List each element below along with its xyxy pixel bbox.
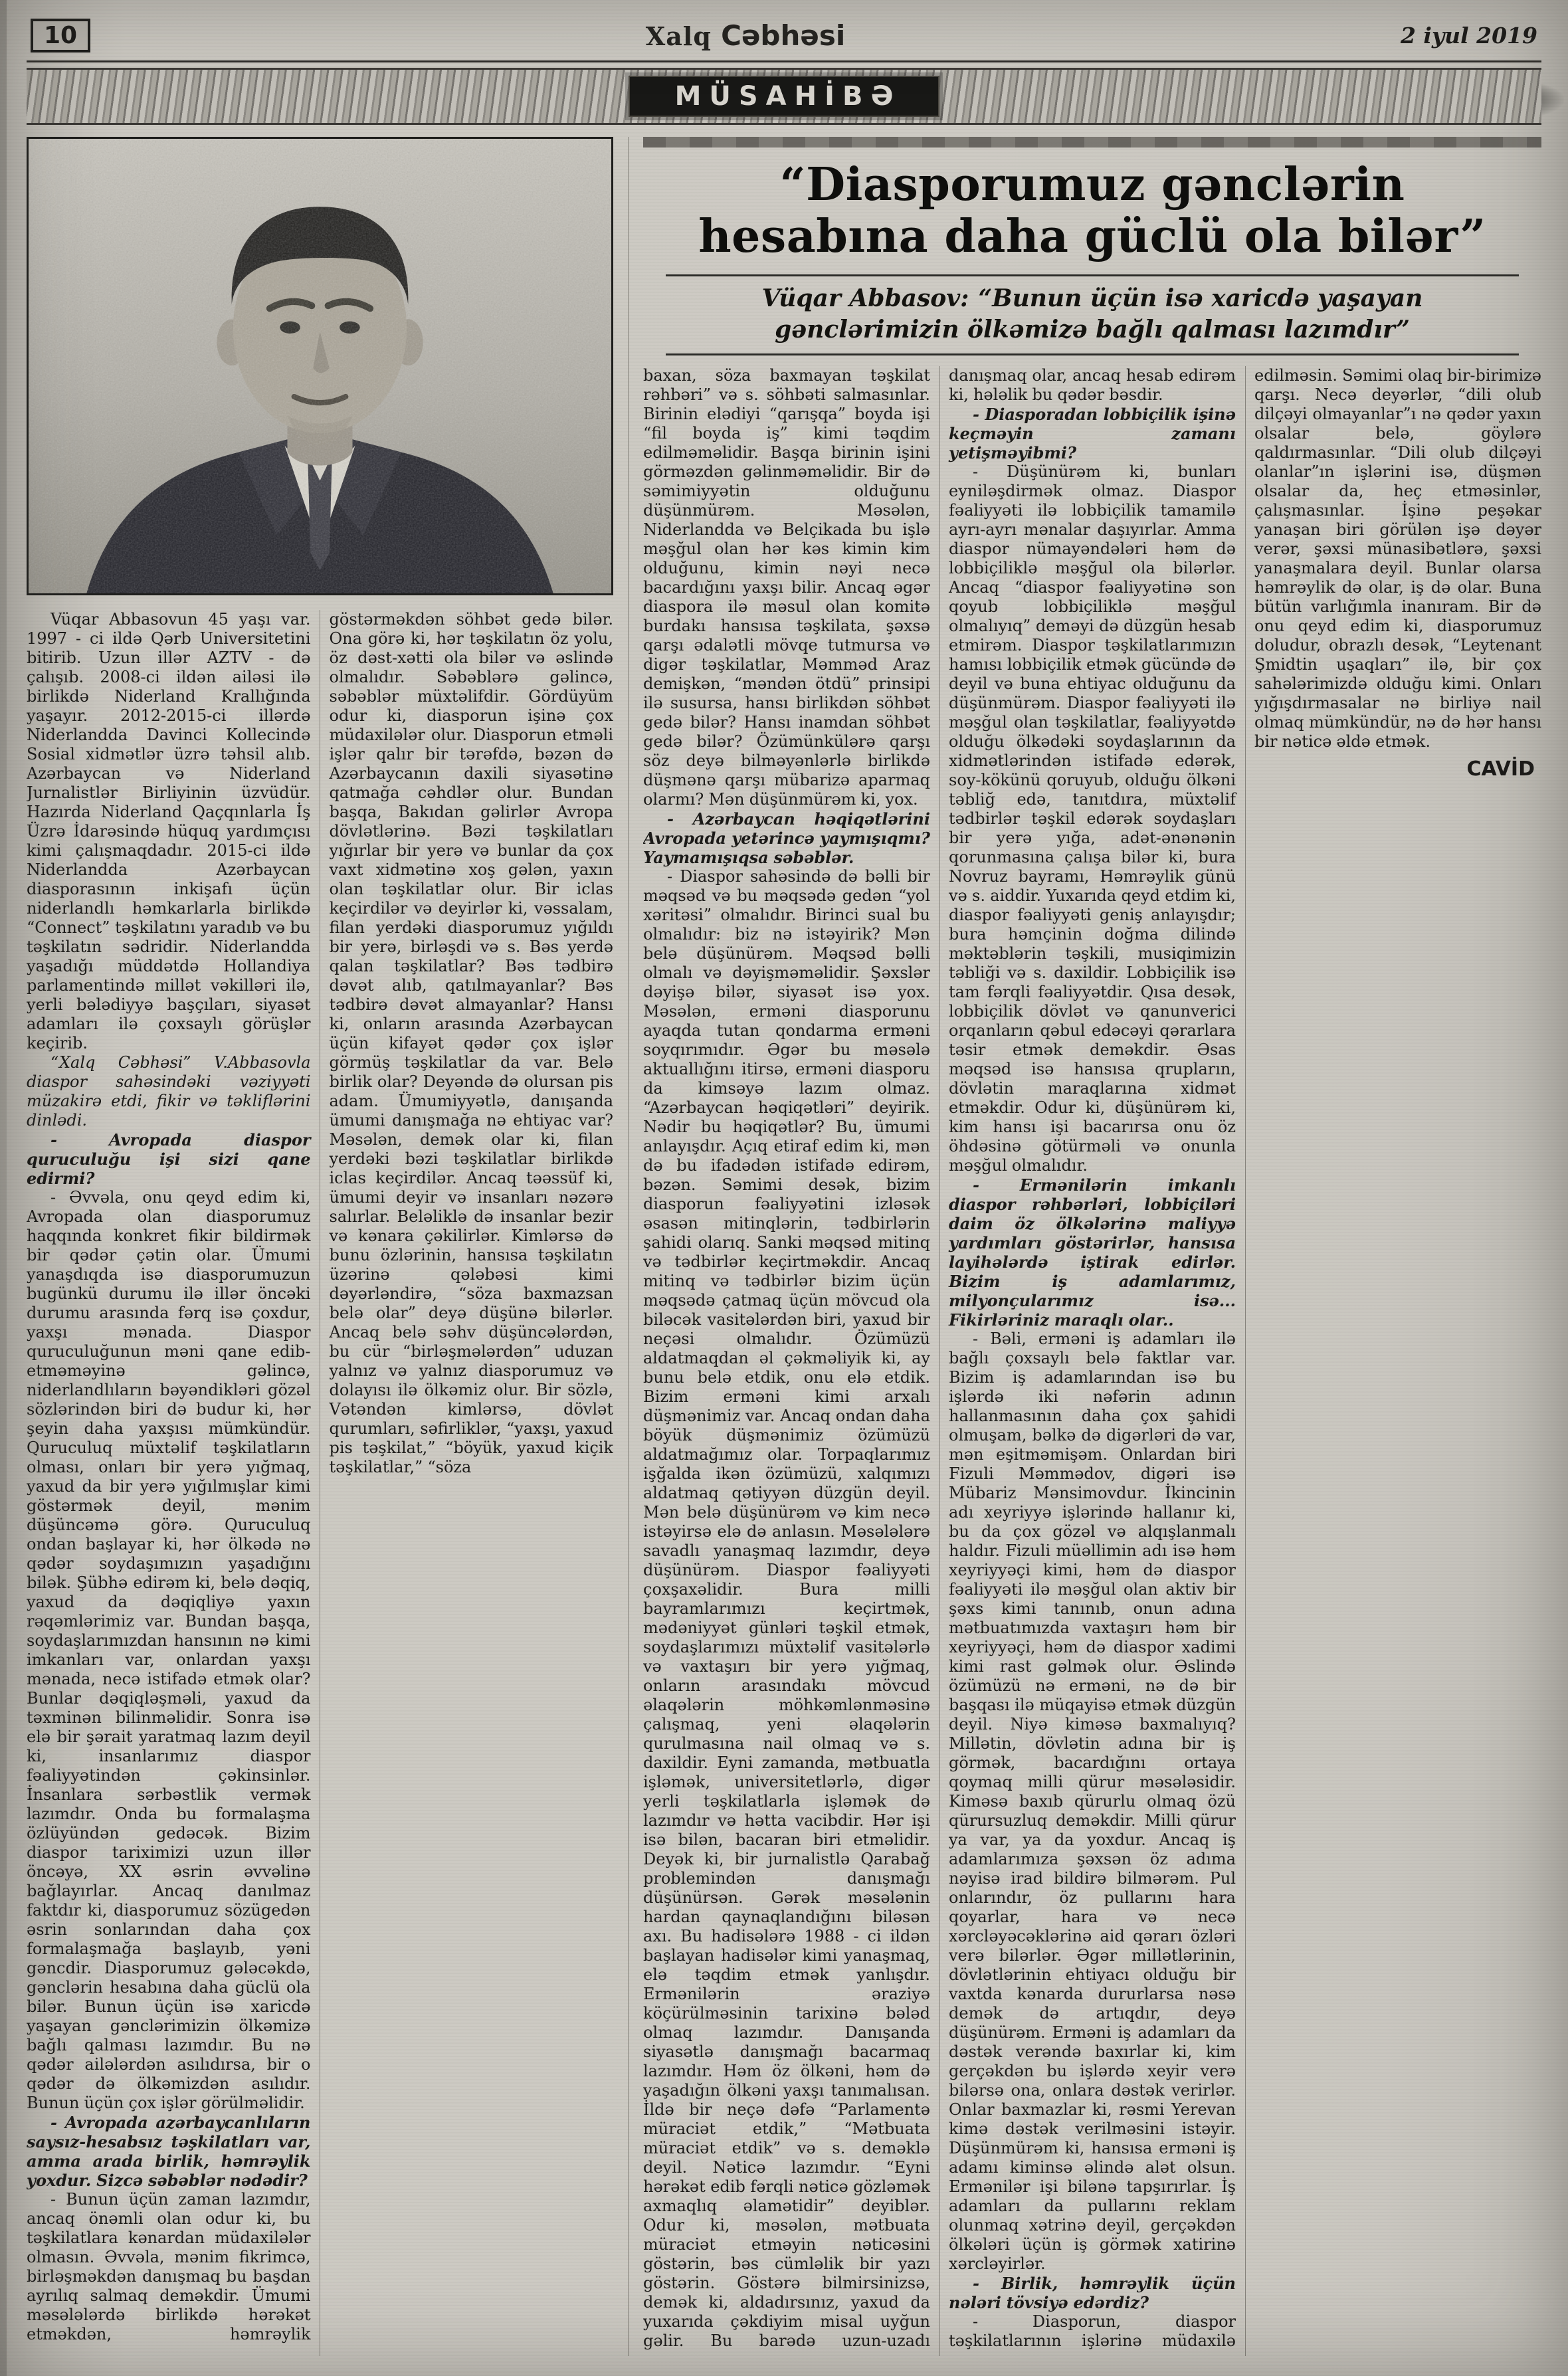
masthead-part2: Cəbhəsi	[721, 19, 846, 52]
headline-line1: “Diasporumuz gənclərin	[779, 158, 1405, 211]
article-right-zone	[629, 137, 1541, 2356]
headline-block	[643, 157, 1541, 355]
photo-grain-overlay	[29, 139, 611, 593]
article-paragraph-q: - Azərbaycan həqiqətlərini Avropada yetərincə yaymışıqmı? Yaymamışıqsa səbəblər.	[643, 809, 930, 867]
interviewee-name: Vüqar Abbasov:	[761, 284, 969, 313]
article-paragraph-a: - Düşünürəm ki, bunları eyniləşdirmək olmaz. Diaspor fəaliyyəti ilə lobbiçilik tamamilə ayrı-ayrı mənalar daşıyırlar. Amma diaspor nümayəndələri həm də lobbiçiliklə məşğul ola bilərlər. Ancaq “diaspor fəaliyyətinə son qoyub lobbiçiliklə məşğul olmalıyıq” deməyi də düzgün hesab etmirəm. Diaspor təşkilatlarımızın hamısı lobbiçilik etmək gücündə də deyil və buna ehtiyac olduğunu da düşünmürəm. Diaspor fəaliyyəti ilə məşğul olan təşkilatlar, fəaliyyətdə olduğu ölkədəki soydaşlarının da xidmətlərindən istifadə edərək, soy-kökünü qoruyub, olduğu ölkəni təbliğ edə, tanıtdıra, müxtəlif tədbirlər təşkil edərək soydaşları bir yerə yığa, adət-ənənənin qorunmasına çalışa bilər ki, bura Novruz bayramı, Həmrəylik günü və s. aiddir. Yuxarıda qeyd etdim ki, diaspor fəaliyyəti geniş anlayışdır; bura həmçinin doğma dilində məktəblərin təşkili, musiqimizin təbliği və s. daxildir. Lobbiçilik isə tam fərqli fəaliyyətdir. Qısa desək, lobbiçilik dövlət və qanunverici orqanların qəbul edəcəyi qərarlara təsir etmək deməkdir. Əsas məqsəd isə hansısa qrupların, dövlətin maraqlarına xidmət etməkdir. Odur ki, düşünürəm ki, kim hansı işi bacarırsa onu öz öhdəsinə götürməli və onunla məşğul olmalıdır.	[949, 462, 1236, 1175]
page-number: 10	[31, 19, 90, 52]
article-paragraph-a-cont: baxan, söza baxmayan təşkilat rəhbəri” və s. söhbəti salmasınlar. Birinin elədiyi “qarışqa” boyda işi “fil boyda iş” kimi təqdim edilməməlidir. Başqa birinin işini görməzdən gəlinməməlidir. Bir də səmimiyyətin olduğunu düşünmürəm. Məsələn, Niderlandda və Belçikada bu işlə məşğul olan hər kəs kimin kim olduğunu, kimin nəyi necə bacardığını yaxşı bilir. Ancaq əgər diaspora ilə məsul olan komitə burdakı hansısa təşkilata, şəxsə qarşı ədalətli mövqe tutmursa və digər təşkilatlar, Məmməd Araz demişkən, “məndən ötdü” prinsipi ilə susursa, hansı birlikdən söhbət gedə bilər? Hansı inamdan söhbət gedə bilər? Özümünkülərə qarşı söz deyə bilməyənlərlə birlikdə düşmənə qarşı mübarizə aparmaq olarmı? Mən düşünmürəm ki, yox.	[643, 365, 930, 809]
masthead	[646, 19, 846, 52]
headline-line2: hesabına daha güclü ola bilər”	[698, 209, 1486, 263]
scan-edge-artifact	[0, 0, 7, 2376]
author-signature: CAVİD	[1466, 757, 1535, 781]
article-paragraph-q: - Birlik, həmrəylik üçün nələri tövsiyə edərdiz?	[949, 2273, 1236, 2312]
portrait-photo	[27, 137, 613, 595]
issue-date: 2 iyul 2019	[1400, 23, 1537, 49]
article-paragraph-a: - Bunun üçün zaman lazımdır, ancaq önəmli olan odur ki, bu təşkilatlara kənardan müdaxilələr olmasın. Əvvəla, mənim fikrimcə, birləşməkdən danışmaq bu başdan ayrılıq salmaq deməkdir. Ümumi məsələlərdə birlikdə hərəkət etməkdən, həmrəylik göstərməkdən söhbət gedə bilər. Ona görə ki, hər təşkilatın öz yolu, öz dəst-xətti ola bilər və əslində olmalıdır. Səbəblərə gəlincə, səbəblər müxtəlifdir. Gördüyüm odur ki, diasporun işinə çox müdaxilələr olur. Diasporun etməli işlər qalır bir tərəfdə, bəzən də Azərbaycanın daxili siyasətinə qatmağa cəhdlər olur. Bundan başqa, Bakıdan gəlirlər Avropa dövlətlərinə. Bəzi təşkilatları yığırlar bir yerə və bunlar da çox vaxt xidmətinə xoş gələn, yaxın olan təşkilatlar olur. Bir iclas keçirdilər və deyirlər ki, vəssalam, filan yerdəki diasporumuz yığıldı bir yerə, birləşdi və s. Bəs yerdə qalan təşkilatlar? Bəs tədbirə dəvət alıb, qatılmayanlar? Bəs tədbirə dəvət almayanlar? Hansı ki, onların arasında Azərbaycan üçün kifayət qədər çox işlər görmüş təşkilatlar da var. Belə birlik olar? Deyəndə də olursan pis adam. Ümumiyyətlə, danışanda ümumi danışmağa nə ehtiyac var? Məsələn, demək olar ki, filan yerdəki bəzi təşkilatlar birlikdə iclas keçirdilər. Ancaq təəssüf ki, ümumi deyir və insanları nəzərə salırlar. Beləliklə də insanlar bezir və kənara çəkilirlər. Kimlərsə də bunu özlərinin, hansısa təşkilatın üzərinə qələbəsi kimi dəyərləndirə, “söza baxmazsan belə olar” deyə düşünə bilərlər. Ancaq belə səhv düşüncələrdən, bu cür “birləşmələrdən” uduzan yalnız və yalnız diasporumuz və dolayısı ilə ölkəmiz olur. Bir sözlə, Vətəndən kimlərsə, dövlət qurumları, səfirliklər, “yaxşı, yaxud pis təşkilat,” “böyük, yaxud kiçik təşkilatlar,” “söza	[27, 610, 613, 2343]
article-paragraph-q: - Ermənilərin imkanlı diaspor rəhbərləri, lobbiçiləri daim öz ölkələrinə maliyyə yardımları göstərirlər, hansısa layihələrdə iştirak edirlər. Bizim iş adamlarımız, milyonçularımız isə... Fikirləriniz maraqlı olar..	[949, 1175, 1236, 1330]
masthead-part1: Xalq	[645, 21, 722, 51]
article-paragraph-bio: Vüqar Abbasovun 45 yaşı var. 1997 - ci ildə Qərb Universitetini bitirib. Uzun illər AZTV - də çalışıb. 2008-ci ildən ailəsi ilə birlikdə Niderland Krallığında yaşayır. 2012-2015-ci illərdə Niderlandda Davinci Kollecində Sosial xidmətlər üzrə təhsil alıb. Azərbaycan və Niderland Jurnalistlər Birliyinin üzvüdür. Hazırda Niderland Qaçqınlarla İş Üzrə İdarəsində hüquq yardımçısı kimi çalışmaqdadır. 2015-ci ildə Niderlandda Azərbaycan diasporasının inkişafı üçün niderlandlı həmkarlarla birlikdə “Connect” təşkilatını yaradıb və bu təşkilatın sədridir. Niderlandda yaşadığı müddətdə Hollandiya parlamentində millət vəkilləri ilə, yerli bələdiyyə başçıları, siyasət adamları ilə çoxsaylı görüşlər keçirib.	[27, 610, 311, 1052]
article-paragraph-q: - Diasporadan lobbiçilik işinə keçməyin zamanı yetişməyibmi?	[949, 404, 1236, 462]
article-body-right	[643, 366, 1541, 2356]
article-paragraph-a: - Bəli, erməni iş adamları ilə bağlı çoxsaylı belə faktlar var. Bizim iş adamlarından isə bu işlərdə iki nəfərin adının hallanmasının daha çox şahidi olmuşam, bəlkə də digərləri də var, mən eşitməmişəm. Onlardan biri Fizuli Məmmədov, digəri isə Mübariz Mənsimovdur. İkincinin adı xeyriyyə işlərində hallanır ki, bu da çox gözəl və alqışlanmalı haldır. Fizuli müəllimin adı isə həm xeyriyyəçi kimi, həm də diaspor fəaliyyəti ilə məşğul olan aktiv bir şəxs kimi tanınıb, onun adına mətbuatımızda vaxtaşırı həm bir xeyriyyəçi, həm də diaspor xadimi kimi rast gəlmək olur. Əslində özümüzü nə erməni, nə də bir başqası ilə müqayisə etmək düzgün deyil. Niyə kiməsə baxmalıyıq? Millətin, dövlətin adına bir iş görmək, bacardığını ortaya qoymaq milli qürur məsələsidir. Kiməsə baxıb qürurlu olmaq özü qürursuzluq deməkdir. Milli qürur ya var, ya da yoxdur. Ancaq iş adamlarımıza şəxsən öz adıma nəyisə irad bildirə bilmərəm. Pul onlarındır, öz pullarını hara qoyarlar, hara və necə xərcləyəcəklərinə aid qərarı özləri verə bilərlər. Əgər millətlərinin, dövlətlərinin ehtiyacı olduğu bir vaxtda kənarda dururlarsa nəsə demək də artıqdır, deyə düşünürəm. Erməni iş adamları da dəstək verəndə baxırlar ki, kim gerçəkdən bu işlərdə xeyir verə bilərsə ona, onlara dəstək verirlər. Onlar baxmazlar ki, rəsmi Yerevan kimə dəstək verilməsini istəyir. Düşünmürəm ki, hansısa erməni iş adamı kiminsə əlində alət olsun. Ermənilər işi bilənə tapşırırlar. İş adamları da pullarını reklam olunmaq xətrinə deyil, gerçəkdən ölkələri üçün iş görmək xatirinə xərcləyirlər.	[949, 1329, 1236, 2273]
article-left-zone	[27, 137, 629, 2356]
article-paragraph-bio-em: “Xalq Cəbhəsi” V.Abbasovla diaspor sahəsindəki vəziyyəti müzakirə etdi, fikir və təkliflərini dinlədi.	[27, 1053, 311, 1130]
article-body-left	[27, 610, 613, 2356]
article-paragraph-q: - Avropada azərbaycanlıların saysız-hesabsız təşkilatları var, amma arada birlik, həmrəylik yoxdur. Sizcə səbəblər nədədir?	[27, 2113, 311, 2190]
subheadline	[666, 274, 1519, 355]
article-paragraph-a: - Diaspor sahəsində də bəlli bir məqsəd və bu məqsədə gedən “yol xəritəsi” olmalıdır. Birinci sual bu olmalıdır: biz nə istəyirik? Mən belə düşünürəm. Məqsəd bəlli olmalı və dəyişməməlidir. Şəxslər dəyişə bilər, siyasət isə yox. Məsələn, erməni diasporunu ayaqda tutan qondarma erməni soyqırımıdır. Əgər bu məsələ aktuallığını itirsə, erməni diasporu da kimsəyə lazım olmaz. “Azərbaycan həqiqətləri” deyirik. Nədir bu həqiqətlər? Bu, ümumi anlayışdır. Açıq etiraf edim ki, mən də bu ifadədən istifadə edirəm, bəzən. Səmimi desək, bizim diasporun fəaliyyətini izləsək əsasən mitinqlərin, tədbirlərin şahidi olarıq. Sanki məqsəd mitinq və tədbirlər keçirtməkdir. Ancaq mitinq və tədbirlər bizim üçün məqsədə çatmaq üçün mövcud ola biləcək vasitələrdən biri, yaxud bir neçəsi olmalıdır. Özümüzü aldatmaqdan əl çəkməliyik ki, ay bunu belə etdik, onu elə etdik. Bizim erməni kimi arxalı düşmənimiz var. Ancaq ondan daha böyük düşmənimiz özümüzü aldatmağımız olar. Torpaqlarımız işğalda ikən özümüzü, xalqımızı aldatmaq qətiyyən düzgün deyil. Mən belə düşünürəm və kim necə istəyirsə elə də anlasın. Məsələlərə savadlı yanaşmaq lazımdır, deyə düşünürəm. Diaspor fəaliyyəti çoxşaxəlidir. Bura milli bayramlarımızı keçirtmək, mədəniyyət günləri təşkil etmək, soydaşlarımızı müxtəlif vasitələrlə və vaxtaşırı bir yerə yığmaq, onların arasındakı mövcud əlaqələrin möhkəmlənməsinə çalışmaq, yeni əlaqələrin qurulmasına nail olmaq və s. daxildir. Eyni zamanda, mətbuatla işləmək, universitetlərlə, digər yerli təşkilatlarla işləmək də lazımdır və hətta vacibdir. Hər işi isə bilən, bacaran biri etməlidir. Deyək ki, bir jurnalistlə Qarabağ problemindən danışmağı düşünürsən. Gərək məsələnin hardan qaynaqlandığını biləsən axı. Bu hadisələrə 1988 - ci ildən başlayan hadisələr kimi yanaşmaq, elə təqdim etmək yanlışdır. Ermənilərin əraziyə köçürülməsinin tarixinə bələd olmaq lazımdır. Danışanda siyasətlə danışmağı bacarmaq lazımdır. Həm öz ölkəni, həm də yaşadığın ölkəni yaxşı tanımalısan. İldə bir neçə dəfə “Parlamentə müraciət etdik,” “Mətbuata müraciət etdik” və s. deməklə deyil. Nəticə lazımdır. “Eyni hərəkət edib fərqli nəticə gözləmək axmaqlıq əlamətidir” deyiblər. Odur ki, məsələn, mətbuata müraciət etməyin nəticəsini göstərin, bəs cümləlik bir yazı göstərin. Göstərə bilmirsinizsə, demək ki, aldadırsınız, yaxud da yuxarıda çəkdiyim misal uyğun gəlir. Bu barədə uzun-uzadı danışmaq olar, ancaq hesab edirəm ki, hələlik bu qədər bəsdir.	[643, 365, 1236, 2350]
article	[27, 137, 1541, 2356]
headline-top-rule	[643, 137, 1541, 148]
article-paragraph-a: - Diasporun, diaspor təşkilatlarının işlərinə müdaxilə edilməsin. Səmimi olaq bir-birimizə qarşı. Necə deyərlər, “dili olub dilçəyi olmayanlar”ı nə qədər yaxın olsalar belə, göylərə qaldırmasınlar. “Dili olub dilçəyi olanlar”ın işlərini isə, düşmən olsalar da, heç etməsinlər, çalışmasınlar. İşinə peşəkar yanaşan biri görülən işə dəyər verər, şəxsi münasibətlərə, şəxsi yanaşmalara deyil. Bunlar olarsa həmrəylik də olar, iş də olar. Buna bütün varlığımla inanıram. Bir də onu qeyd edim ki, diasporumuz doludur, obrazlı desək, “Leytenant Şmidtin uşaqları” ilə, bir çox sahələrimizdə olduğu kimi. Onları yığışdırmasalar nə birliyə nail olmaq mümkündür, nə də hər hansı bir nəticə əldə etmək.	[949, 365, 1541, 2350]
section-banner	[27, 68, 1541, 125]
page-header	[27, 16, 1541, 62]
section-label: MÜSAHİBƏ	[629, 76, 940, 117]
article-paragraph-q: - Avropada diaspor quruculuğu işi sizi qane edirmi?	[27, 1130, 311, 1188]
article-paragraph-a: - Əvvəla, onu qeyd edim ki, Avropada olan diasporumuz haqqında konkret fikir bildirmək bir qədər çətin olar. Ümumi yanaşdıqda isə diasporumuzun bugünkü durumu ilə illər öncəki durumu arasında fərq isə çoxdur, yaxşı mənada. Diaspor quruculuğunun məni qane edib-etməməyinə gəlincə, niderlandlıların bəyəndikləri gözəl sözlərindən biri də budur ki, hər şeyin daha yaxşısı mümkündür. Quruculuq müxtəlif təşkilatların olması, onları bir yerə yığmaq, yaxud da bir yerə yığılmışlar kimi göstərmək deyil, mənim düşüncəmə görə. Quruculuq ondan başlayar ki, hər ölkədə nə qədər soydaşımızın yaşadığını bilək. Şübhə edirəm ki, belə dəqiq, yaxud da dəqiqliyə yaxın rəqəmlərimiz var. Bundan başqa, soydaşlarımızdan hansının nə kimi imkanları var, onlardan yaxşı mənada, necə istifadə etmək olar? Bunlar dəqiqləşməli, yaxud da təxminən bilinməlidir. Sonra isə elə bir şərait yaratmaq lazım deyil ki, insanlarımız diaspor fəaliyyətindən çəkinsinlər. İnsanlara sərbəstlik vermək lazımdır. Onda bu formalaşma özlüyündən gedəcək. Bizim diaspor tariximizi uzun illər öncəyə, XX əsrin əvvəlinə bağlayırlar. Ancaq danılmaz faktdır ki, diasporumuz sözügedən əsrin sonlarından daha çox formalaşmağa başlayıb, yəni gəncdir. Diasporumuz gələcəkdə, gənclərin hesabına daha güclü ola bilər. Bunun üçün isə xaricdə yaşayan gənclərimizin ölkəmizə bağlı qalması lazımdır. Bu nə qədər ailələrdən asılıdırsa, bir o qədər də ölkəmizdən asılıdır. Bunun üçün çox işlər görülməlidir.	[27, 1188, 311, 2112]
headline	[659, 159, 1525, 262]
portrait-illustration	[29, 139, 611, 593]
subheadline-quote: “Bunun üçün isə xaricdə yaşayan gənclərimizin ölkəmizə bağlı qalması lazımdır”	[775, 284, 1423, 344]
